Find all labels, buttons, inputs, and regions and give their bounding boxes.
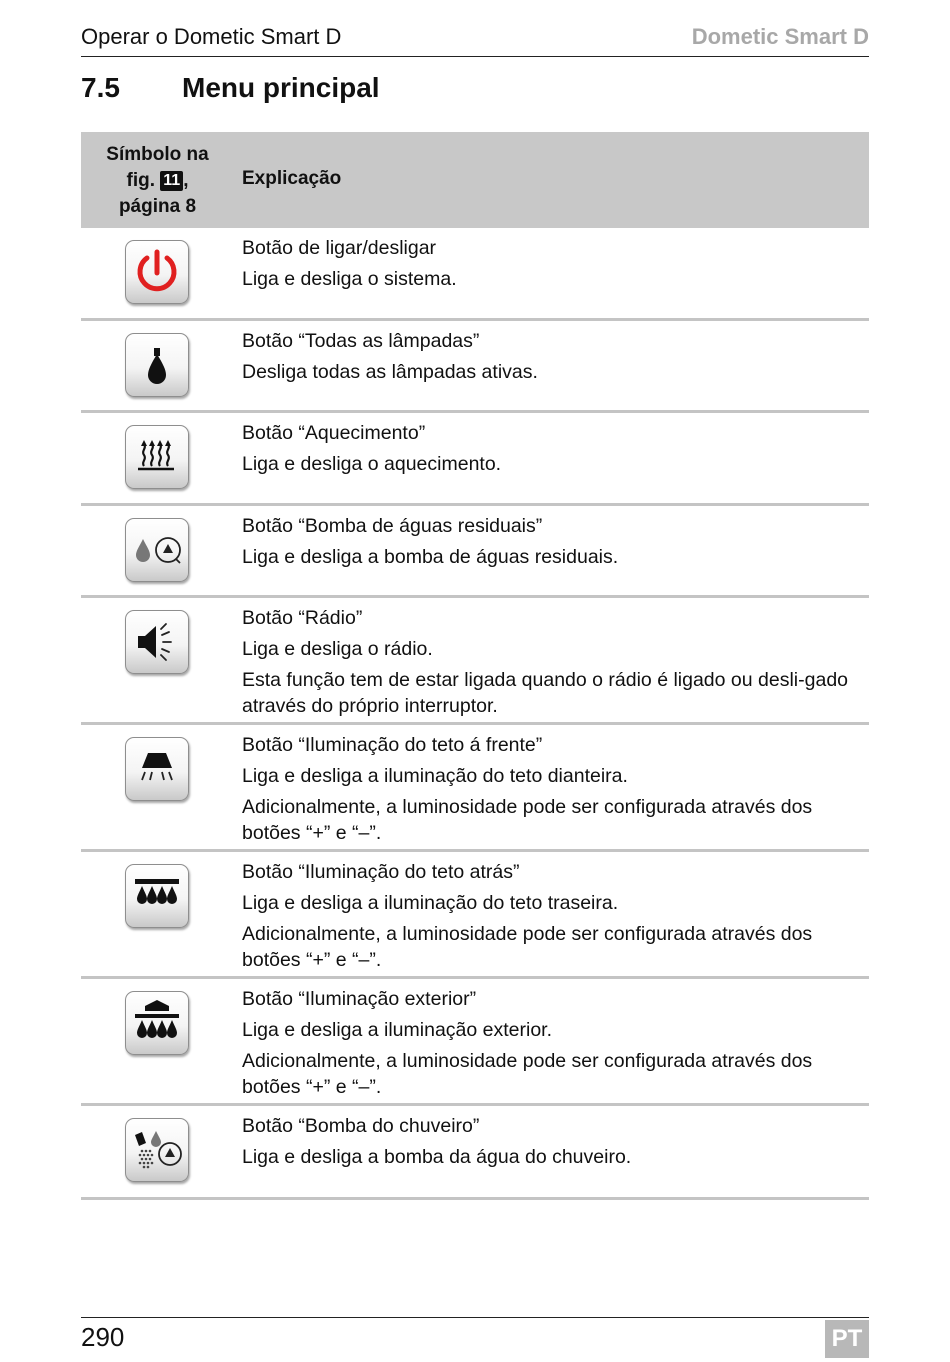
row-description: Desliga todas as lâmpadas ativas. — [242, 361, 538, 383]
row-explanation — [242, 328, 867, 390]
row-title: Botão “Iluminação do teto atrás” — [242, 861, 520, 883]
waste-water-pump-icon — [126, 519, 188, 581]
footer-divider — [81, 1317, 869, 1318]
row-note: Adicionalmente, a luminosidade pode ser configurada através dos botões “+” e “–”. — [242, 796, 813, 844]
column-header-symbol-line3: página 8 — [118, 196, 197, 217]
ceiling-light-front-button-symbol — [125, 737, 191, 803]
exterior-light-icon — [126, 992, 188, 1054]
table-row — [81, 506, 869, 598]
table-row — [81, 321, 869, 413]
row-title: Botão “Todas as lâmpadas” — [242, 330, 480, 352]
row-description: Liga e desliga a iluminação do teto traseira. — [242, 892, 619, 914]
exterior-light-button-symbol — [125, 991, 191, 1057]
row-explanation — [242, 1113, 867, 1175]
heating-icon — [126, 426, 188, 488]
shower-pump-icon — [126, 1119, 188, 1181]
waste-water-pump-button-symbol — [125, 518, 191, 584]
row-description: Liga e desliga a bomba da água do chuveiro. — [242, 1146, 632, 1168]
ceiling-light-rear-icon — [126, 865, 188, 927]
row-description: Liga e desliga o rádio. — [242, 638, 433, 660]
header-chapter-title: Operar o Dometic Smart D — [81, 24, 342, 49]
power-icon — [126, 241, 188, 303]
row-explanation — [242, 235, 867, 297]
table-header — [81, 132, 869, 228]
row-note: Adicionalmente, a luminosidade pode ser configurada através dos botões “+” e “–”. — [242, 1050, 813, 1098]
row-description: Liga e desliga o aquecimento. — [242, 453, 502, 475]
ceiling-light-rear-button-symbol — [125, 864, 191, 930]
row-explanation — [242, 605, 867, 724]
row-description: Liga e desliga o sistema. — [242, 268, 457, 290]
header-product-name: Dometic Smart D — [691, 24, 869, 49]
section-heading — [81, 72, 380, 104]
column-header-symbol-comma: , — [183, 170, 189, 191]
row-explanation — [242, 420, 867, 482]
row-title: Botão “Iluminação do teto á frente” — [242, 734, 543, 756]
section-title: Menu principal — [182, 72, 380, 103]
table-row — [81, 852, 869, 979]
table-row — [81, 725, 869, 852]
row-title: Botão “Aquecimento” — [242, 422, 426, 444]
ceiling-light-front-icon — [126, 738, 188, 800]
column-header-symbol-fig: fig. — [126, 170, 155, 191]
all-lamps-button-symbol — [125, 333, 191, 399]
row-title: Botão de ligar/desligar — [242, 237, 437, 259]
lamp-icon — [126, 334, 188, 396]
row-note: Adicionalmente, a luminosidade pode ser configurada através dos botões “+” e “–”. — [242, 923, 813, 971]
column-header-explanation: Explicação — [242, 168, 342, 189]
main-menu-table — [81, 132, 869, 1200]
table-row — [81, 228, 869, 321]
radio-button-symbol — [125, 610, 191, 676]
row-title: Botão “Rádio” — [242, 607, 363, 629]
power-button-symbol — [125, 240, 191, 306]
radio-speaker-icon — [126, 611, 188, 673]
row-description: Liga e desliga a iluminação do teto dianteira. — [242, 765, 628, 787]
row-explanation — [242, 986, 867, 1105]
figure-number-badge: 11 — [160, 171, 183, 191]
row-title: Botão “Bomba de águas residuais” — [242, 515, 543, 537]
section-number: 7.5 — [81, 72, 120, 103]
column-header-symbol-line1: Símbolo na — [106, 144, 209, 165]
table-row — [81, 979, 869, 1106]
row-note: Esta função tem de estar ligada quando o rádio é ligado ou desli-gado através do próprio interruptor. — [242, 669, 849, 717]
column-header-symbol — [81, 142, 234, 220]
row-explanation — [242, 513, 867, 575]
heating-button-symbol — [125, 425, 191, 491]
row-description: Liga e desliga a iluminação exterior. — [242, 1019, 553, 1041]
row-title: Botão “Iluminação exterior” — [242, 988, 477, 1010]
row-description: Liga e desliga a bomba de águas residuais. — [242, 546, 619, 568]
table-row — [81, 598, 869, 725]
page-number: 290 — [81, 1322, 125, 1352]
language-badge: PT — [825, 1320, 869, 1358]
page-header — [81, 22, 869, 57]
row-title: Botão “Bomba do chuveiro” — [242, 1115, 480, 1137]
row-explanation — [242, 732, 867, 851]
shower-pump-button-symbol — [125, 1118, 191, 1184]
row-explanation — [242, 859, 867, 978]
table-row — [81, 413, 869, 506]
table-row — [81, 1106, 869, 1200]
